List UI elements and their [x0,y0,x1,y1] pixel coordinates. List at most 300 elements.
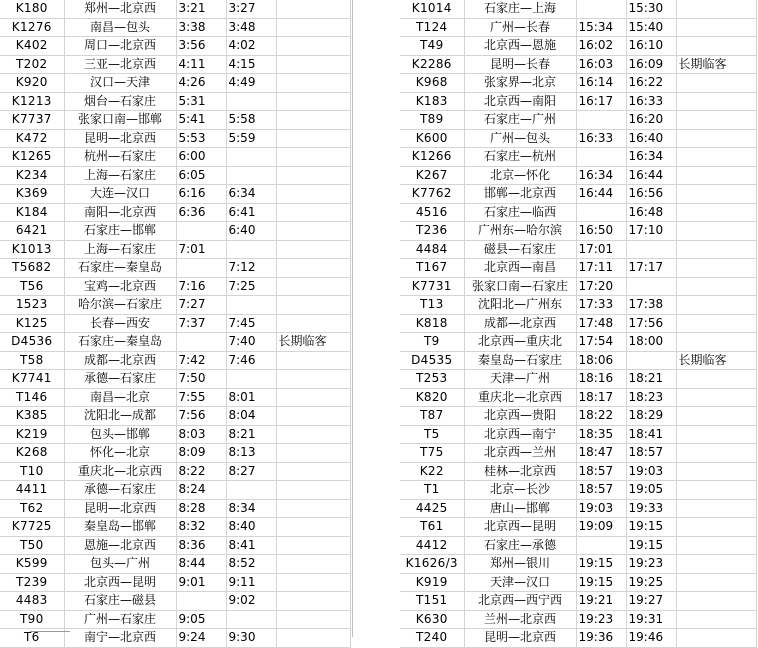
departure-time-cell[interactable]: 3:48 [226,18,276,37]
note-cell[interactable] [676,296,756,315]
note-cell[interactable] [276,259,350,278]
train-number-cell[interactable]: T236 [400,222,464,241]
train-number-cell[interactable]: K385 [0,407,64,426]
train-number-cell[interactable]: T49 [400,37,464,56]
departure-time-cell[interactable]: 4:49 [226,74,276,93]
train-number-cell[interactable]: T124 [400,18,464,37]
note-cell[interactable] [276,592,350,611]
train-number-cell[interactable]: 6421 [0,222,64,241]
route-cell[interactable]: 承德—石家庄 [64,481,176,500]
train-number-cell[interactable]: 4516 [400,203,464,222]
route-cell[interactable]: 重庆北—北京西 [64,462,176,481]
train-number-cell[interactable]: T167 [400,259,464,278]
route-cell[interactable]: 南昌—北京 [64,388,176,407]
note-cell[interactable] [276,573,350,592]
note-cell[interactable] [676,388,756,407]
departure-time-cell[interactable]: 19:31 [626,610,676,629]
note-cell[interactable] [676,536,756,555]
route-cell[interactable]: 包头—邯郸 [64,425,176,444]
note-cell[interactable] [276,92,350,111]
departure-time-cell[interactable]: 19:03 [626,462,676,481]
route-cell[interactable]: 汉口—天津 [64,74,176,93]
route-cell[interactable]: 北京西—南阳 [464,92,576,111]
note-cell[interactable] [276,277,350,296]
note-cell[interactable] [676,370,756,389]
route-cell[interactable]: 郑州—银川 [464,555,576,574]
route-cell[interactable]: 秦皇岛—石家庄 [464,351,576,370]
note-cell[interactable] [676,444,756,463]
arrival-time-cell[interactable]: 18:17 [576,388,626,407]
arrival-time-cell[interactable]: 3:38 [176,18,226,37]
train-number-cell[interactable]: K7737 [0,111,64,130]
note-cell[interactable] [276,37,350,56]
arrival-time-cell[interactable]: 19:15 [576,555,626,574]
train-number-cell[interactable]: T5 [400,425,464,444]
route-cell[interactable]: 怀化—北京 [64,444,176,463]
departure-time-cell[interactable]: 17:56 [626,314,676,333]
arrival-time-cell[interactable]: 4:11 [176,55,226,74]
train-number-cell[interactable]: K183 [400,92,464,111]
arrival-time-cell[interactable]: 17:01 [576,240,626,259]
departure-time-cell[interactable] [226,481,276,500]
train-number-cell[interactable]: K1213 [0,92,64,111]
departure-time-cell[interactable]: 8:27 [226,462,276,481]
departure-time-cell[interactable]: 9:02 [226,592,276,611]
departure-time-cell[interactable]: 17:17 [626,259,676,278]
train-number-cell[interactable]: D4535 [400,351,464,370]
train-number-cell[interactable]: K219 [0,425,64,444]
train-number-cell[interactable]: K1014 [400,0,464,18]
arrival-time-cell[interactable]: 8:32 [176,518,226,537]
route-cell[interactable]: 石家庄—秦皇岛 [64,333,176,352]
train-number-cell[interactable]: K22 [400,462,464,481]
note-cell[interactable] [276,129,350,148]
departure-time-cell[interactable]: 19:46 [626,629,676,648]
departure-time-cell[interactable]: 8:52 [226,555,276,574]
arrival-time-cell[interactable] [576,148,626,167]
train-number-cell[interactable]: T240 [400,629,464,648]
departure-time-cell[interactable] [226,296,276,315]
route-cell[interactable]: 磁县—石家庄 [464,240,576,259]
arrival-time-cell[interactable]: 6:16 [176,185,226,204]
note-cell[interactable] [276,203,350,222]
arrival-time-cell[interactable]: 18:16 [576,370,626,389]
sheet-tab[interactable] [30,631,70,637]
train-number-cell[interactable]: T56 [0,277,64,296]
note-cell[interactable] [276,314,350,333]
route-cell[interactable]: 昆明—北京西 [64,499,176,518]
note-cell[interactable] [276,0,350,18]
train-number-cell[interactable]: T61 [400,518,464,537]
route-cell[interactable]: 昆明—北京西 [464,629,576,648]
note-cell[interactable] [276,499,350,518]
arrival-time-cell[interactable]: 7:56 [176,407,226,426]
train-number-cell[interactable]: T75 [400,444,464,463]
note-cell[interactable] [676,499,756,518]
arrival-time-cell[interactable] [576,203,626,222]
train-number-cell[interactable]: K1013 [0,240,64,259]
train-number-cell[interactable]: K180 [0,0,64,18]
note-cell[interactable] [676,37,756,56]
note-cell[interactable] [676,573,756,592]
departure-time-cell[interactable]: 4:15 [226,55,276,74]
arrival-time-cell[interactable]: 19:09 [576,518,626,537]
arrival-time-cell[interactable]: 9:01 [176,573,226,592]
departure-time-cell[interactable]: 16:40 [626,129,676,148]
train-number-cell[interactable]: K1626/3 [400,555,464,574]
route-cell[interactable]: 广州—包头 [464,129,576,148]
train-number-cell[interactable]: T146 [0,388,64,407]
train-number-cell[interactable]: T202 [0,55,64,74]
train-number-cell[interactable]: T239 [0,573,64,592]
route-cell[interactable]: 杭州—石家庄 [64,148,176,167]
arrival-time-cell[interactable]: 8:09 [176,444,226,463]
train-number-cell[interactable]: K1265 [0,148,64,167]
train-number-cell[interactable]: T151 [400,592,464,611]
arrival-time-cell[interactable]: 6:36 [176,203,226,222]
note-cell[interactable] [676,259,756,278]
route-cell[interactable]: 沈阳北—成都 [64,407,176,426]
route-cell[interactable]: 成都—北京西 [64,351,176,370]
departure-time-cell[interactable]: 19:33 [626,499,676,518]
departure-time-cell[interactable]: 19:15 [626,536,676,555]
arrival-time-cell[interactable]: 19:36 [576,629,626,648]
note-cell[interactable] [676,74,756,93]
departure-time-cell[interactable]: 16:56 [626,185,676,204]
departure-time-cell[interactable]: 16:09 [626,55,676,74]
arrival-time-cell[interactable]: 4:26 [176,74,226,93]
note-cell[interactable] [676,481,756,500]
arrival-time-cell[interactable]: 7:42 [176,351,226,370]
note-cell[interactable] [276,18,350,37]
arrival-time-cell[interactable] [576,111,626,130]
arrival-time-cell[interactable]: 18:47 [576,444,626,463]
note-cell[interactable] [276,444,350,463]
note-cell[interactable] [276,296,350,315]
route-cell[interactable]: 包头—广州 [64,555,176,574]
arrival-time-cell[interactable]: 18:35 [576,425,626,444]
route-cell[interactable]: 石家庄—上海 [464,0,576,18]
route-cell[interactable]: 秦皇岛—邯郸 [64,518,176,537]
note-cell[interactable] [276,407,350,426]
route-cell[interactable]: 哈尔滨—石家庄 [64,296,176,315]
route-cell[interactable]: 天津—广州 [464,370,576,389]
train-number-cell[interactable]: T9 [400,333,464,352]
train-number-cell[interactable]: K369 [0,185,64,204]
note-cell[interactable] [676,0,756,18]
departure-time-cell[interactable]: 7:12 [226,259,276,278]
route-cell[interactable]: 郑州—北京西 [64,0,176,18]
route-cell[interactable]: 长春—西安 [64,314,176,333]
departure-time-cell[interactable]: 7:45 [226,314,276,333]
arrival-time-cell[interactable]: 5:53 [176,129,226,148]
route-cell[interactable]: 北京西—西宁西 [464,592,576,611]
route-cell[interactable]: 石家庄—秦皇岛 [64,259,176,278]
note-cell[interactable] [276,148,350,167]
route-cell[interactable]: 石家庄—杭州 [464,148,576,167]
arrival-time-cell[interactable]: 6:05 [176,166,226,185]
route-cell[interactable]: 昆明—长春 [464,55,576,74]
train-number-cell[interactable]: 4425 [400,499,464,518]
note-cell[interactable] [676,425,756,444]
note-cell[interactable]: 长期临客 [676,351,756,370]
route-cell[interactable]: 重庆北—北京西 [464,388,576,407]
note-cell[interactable] [676,18,756,37]
note-cell[interactable]: 长期临客 [676,55,756,74]
departure-time-cell[interactable]: 7:25 [226,277,276,296]
departure-time-cell[interactable]: 8:04 [226,407,276,426]
arrival-time-cell[interactable]: 19:23 [576,610,626,629]
train-number-cell[interactable]: K600 [400,129,464,148]
arrival-time-cell[interactable]: 7:55 [176,388,226,407]
train-number-cell[interactable]: 4411 [0,481,64,500]
train-number-cell[interactable]: D4536 [0,333,64,352]
arrival-time-cell[interactable]: 8:24 [176,481,226,500]
arrival-time-cell[interactable]: 9:05 [176,610,226,629]
departure-time-cell[interactable]: 18:41 [626,425,676,444]
departure-time-cell[interactable]: 3:27 [226,0,276,18]
train-number-cell[interactable]: K7731 [400,277,464,296]
route-cell[interactable]: 天津—汉口 [464,573,576,592]
departure-time-cell[interactable]: 8:34 [226,499,276,518]
arrival-time-cell[interactable]: 9:24 [176,629,226,648]
note-cell[interactable] [676,166,756,185]
route-cell[interactable]: 宝鸡—北京西 [64,277,176,296]
arrival-time-cell[interactable]: 16:17 [576,92,626,111]
note-cell[interactable] [276,370,350,389]
departure-time-cell[interactable]: 16:22 [626,74,676,93]
train-number-cell[interactable]: K184 [0,203,64,222]
departure-time-cell[interactable]: 9:11 [226,573,276,592]
departure-time-cell[interactable]: 4:02 [226,37,276,56]
route-cell[interactable]: 北京西—恩施 [464,37,576,56]
route-cell[interactable]: 广州东—哈尔滨 [464,222,576,241]
route-cell[interactable]: 承德—石家庄 [64,370,176,389]
note-cell[interactable] [276,518,350,537]
note-cell[interactable] [276,462,350,481]
note-cell[interactable] [676,333,756,352]
note-cell[interactable] [676,462,756,481]
note-cell[interactable] [276,555,350,574]
departure-time-cell[interactable]: 6:41 [226,203,276,222]
note-cell[interactable] [276,425,350,444]
departure-time-cell[interactable]: 8:41 [226,536,276,555]
departure-time-cell[interactable] [626,240,676,259]
train-number-cell[interactable]: K267 [400,166,464,185]
train-number-cell[interactable]: T90 [0,610,64,629]
departure-time-cell[interactable]: 7:46 [226,351,276,370]
departure-time-cell[interactable]: 19:25 [626,573,676,592]
train-number-cell[interactable]: T62 [0,499,64,518]
arrival-time-cell[interactable]: 16:34 [576,166,626,185]
route-cell[interactable]: 成都—北京西 [464,314,576,333]
train-number-cell[interactable]: T10 [0,462,64,481]
train-number-cell[interactable]: K125 [0,314,64,333]
train-number-cell[interactable]: K599 [0,555,64,574]
arrival-time-cell[interactable] [176,592,226,611]
departure-time-cell[interactable]: 5:59 [226,129,276,148]
arrival-time-cell[interactable]: 5:41 [176,111,226,130]
train-number-cell[interactable]: K1266 [400,148,464,167]
note-cell[interactable] [276,351,350,370]
route-cell[interactable]: 北京西—兰州 [464,444,576,463]
departure-time-cell[interactable] [226,92,276,111]
departure-time-cell[interactable]: 19:05 [626,481,676,500]
arrival-time-cell[interactable] [576,536,626,555]
departure-time-cell[interactable]: 16:44 [626,166,676,185]
arrival-time-cell[interactable]: 8:22 [176,462,226,481]
arrival-time-cell[interactable]: 16:02 [576,37,626,56]
route-cell[interactable]: 兰州—北京西 [464,610,576,629]
arrival-time-cell[interactable]: 19:21 [576,592,626,611]
route-cell[interactable]: 张家口南—石家庄 [464,277,576,296]
train-number-cell[interactable]: T87 [400,407,464,426]
note-cell[interactable] [676,129,756,148]
route-cell[interactable]: 上海—石家庄 [64,240,176,259]
note-cell[interactable] [276,240,350,259]
note-cell[interactable] [676,222,756,241]
departure-time-cell[interactable]: 8:01 [226,388,276,407]
arrival-time-cell[interactable]: 17:54 [576,333,626,352]
train-number-cell[interactable]: T253 [400,370,464,389]
train-number-cell[interactable]: T50 [0,536,64,555]
train-number-cell[interactable]: K919 [400,573,464,592]
route-cell[interactable]: 唐山—邯郸 [464,499,576,518]
note-cell[interactable] [276,481,350,500]
arrival-time-cell[interactable]: 19:03 [576,499,626,518]
departure-time-cell[interactable]: 15:30 [626,0,676,18]
arrival-time-cell[interactable] [176,333,226,352]
note-cell[interactable] [676,148,756,167]
departure-time-cell[interactable]: 18:23 [626,388,676,407]
arrival-time-cell[interactable]: 7:37 [176,314,226,333]
note-cell[interactable] [676,314,756,333]
arrival-time-cell[interactable] [576,0,626,18]
note-cell[interactable] [676,203,756,222]
note-cell[interactable] [676,629,756,648]
route-cell[interactable]: 桂林—北京西 [464,462,576,481]
departure-time-cell[interactable]: 6:40 [226,222,276,241]
departure-time-cell[interactable]: 15:40 [626,18,676,37]
route-cell[interactable]: 北京西—南昌 [464,259,576,278]
departure-time-cell[interactable]: 16:48 [626,203,676,222]
departure-time-cell[interactable] [226,166,276,185]
train-number-cell[interactable]: 4483 [0,592,64,611]
arrival-time-cell[interactable]: 17:20 [576,277,626,296]
departure-time-cell[interactable]: 18:57 [626,444,676,463]
route-cell[interactable]: 北京西—重庆北 [464,333,576,352]
train-number-cell[interactable]: 4412 [400,536,464,555]
route-cell[interactable]: 北京西—南宁 [464,425,576,444]
departure-time-cell[interactable]: 5:58 [226,111,276,130]
route-cell[interactable]: 北京西—昆明 [64,573,176,592]
arrival-time-cell[interactable]: 16:03 [576,55,626,74]
departure-time-cell[interactable] [626,277,676,296]
route-cell[interactable]: 北京西—贵阳 [464,407,576,426]
route-cell[interactable]: 恩施—北京西 [64,536,176,555]
arrival-time-cell[interactable] [176,222,226,241]
note-cell[interactable]: 长期临客 [276,333,350,352]
departure-time-cell[interactable]: 8:13 [226,444,276,463]
note-cell[interactable] [676,407,756,426]
note-cell[interactable] [276,111,350,130]
note-cell[interactable] [276,74,350,93]
route-cell[interactable]: 广州—石家庄 [64,610,176,629]
arrival-time-cell[interactable]: 15:34 [576,18,626,37]
route-cell[interactable]: 昆明—北京西 [64,129,176,148]
departure-time-cell[interactable]: 16:20 [626,111,676,130]
route-cell[interactable]: 南昌—包头 [64,18,176,37]
train-number-cell[interactable]: T5682 [0,259,64,278]
arrival-time-cell[interactable]: 7:01 [176,240,226,259]
arrival-time-cell[interactable]: 3:21 [176,0,226,18]
train-number-cell[interactable]: T58 [0,351,64,370]
train-number-cell[interactable]: 4484 [400,240,464,259]
note-cell[interactable] [676,610,756,629]
route-cell[interactable]: 大连—汉口 [64,185,176,204]
route-cell[interactable]: 三亚—北京西 [64,55,176,74]
departure-time-cell[interactable]: 9:30 [226,629,276,648]
note-cell[interactable] [676,111,756,130]
route-cell[interactable]: 石家庄—邯郸 [64,222,176,241]
route-cell[interactable]: 张家界—北京 [464,74,576,93]
departure-time-cell[interactable] [226,240,276,259]
route-cell[interactable]: 南宁—北京西 [64,629,176,648]
note-cell[interactable] [676,518,756,537]
train-number-cell[interactable]: T89 [400,111,464,130]
route-cell[interactable]: 北京西—昆明 [464,518,576,537]
train-number-cell[interactable]: K7762 [400,185,464,204]
route-cell[interactable]: 烟台—石家庄 [64,92,176,111]
route-cell[interactable]: 邯郸—北京西 [464,185,576,204]
note-cell[interactable] [276,185,350,204]
arrival-time-cell[interactable]: 17:33 [576,296,626,315]
departure-time-cell[interactable] [626,351,676,370]
note-cell[interactable] [276,222,350,241]
arrival-time-cell[interactable]: 8:36 [176,536,226,555]
train-number-cell[interactable]: K820 [400,388,464,407]
train-number-cell[interactable]: K1276 [0,18,64,37]
departure-time-cell[interactable] [226,610,276,629]
train-number-cell[interactable]: 1523 [0,296,64,315]
departure-time-cell[interactable]: 7:40 [226,333,276,352]
route-cell[interactable]: 北京—长沙 [464,481,576,500]
train-number-cell[interactable]: K968 [400,74,464,93]
arrival-time-cell[interactable]: 16:33 [576,129,626,148]
departure-time-cell[interactable]: 8:21 [226,425,276,444]
train-number-cell[interactable]: T13 [400,296,464,315]
arrival-time-cell[interactable]: 17:48 [576,314,626,333]
note-cell[interactable] [676,185,756,204]
arrival-time-cell[interactable] [176,259,226,278]
arrival-time-cell[interactable]: 6:00 [176,148,226,167]
departure-time-cell[interactable]: 16:33 [626,92,676,111]
train-number-cell[interactable]: K402 [0,37,64,56]
note-cell[interactable] [676,555,756,574]
route-cell[interactable]: 北京—怀化 [464,166,576,185]
arrival-time-cell[interactable]: 8:03 [176,425,226,444]
train-number-cell[interactable]: K920 [0,74,64,93]
departure-time-cell[interactable]: 8:40 [226,518,276,537]
departure-time-cell[interactable]: 18:00 [626,333,676,352]
arrival-time-cell[interactable]: 19:15 [576,573,626,592]
train-number-cell[interactable]: K630 [400,610,464,629]
train-number-cell[interactable]: K2286 [400,55,464,74]
route-cell[interactable]: 石家庄—临西 [464,203,576,222]
departure-time-cell[interactable] [226,148,276,167]
note-cell[interactable] [276,166,350,185]
note-cell[interactable] [676,240,756,259]
